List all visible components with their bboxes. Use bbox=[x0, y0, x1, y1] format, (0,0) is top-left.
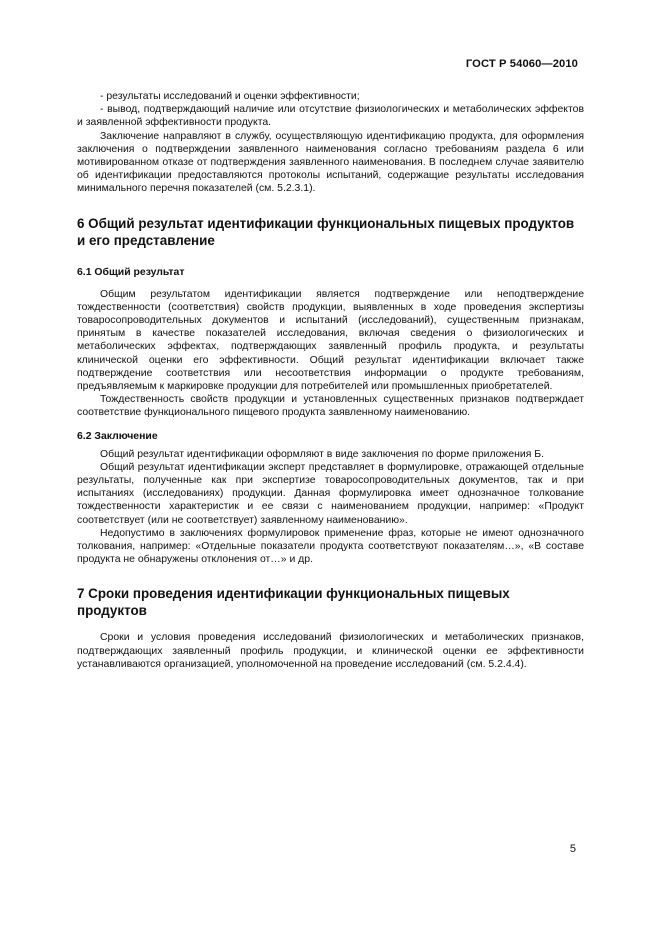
bullet-conclusion: - вывод, подтверждающий наличие или отсутствие физиологических и метаболических эффектов и заявленной эффективности продукта. bbox=[77, 104, 584, 129]
intro-paragraph: Заключение направляют в службу, осуществляющую идентификацию продукта, для оформления заключения о подтверждении заявленного наименования согласно требованиям раздела 6 или мотивированном отказе от подтверждения заявленного наименования. В последнем случае заявителю об идентификации предоставляются протоколы испытаний, содержащие результаты исследования минимального перечня показателей (см. 5.2.3.1). bbox=[77, 130, 584, 195]
subsection-6-2-paragraph-2: Общий результат идентификации эксперт представляет в формулировке, отражающей отдельные результаты, полученные как при экспертизе товаросопроводительных документов, так и при испытаниях (исследованиях) продукции. Данная формулировка имеет однозначное толкование тождественности характеристик и ее связи с наименованием продукции, например: «Продукт соответствует (или не соответствует) заявленному наименованию». bbox=[77, 461, 584, 526]
subsection-6-1-paragraph-2: Тождественность свойств продукции и установленных существенных признаков подтверждает соответствие функционального пищевого продукта заявленному наименованию. bbox=[77, 394, 584, 419]
subsection-6-1-paragraph-1: Общим результатом идентификации является подтверждение или неподтверждение тождественности (соответствия) свойств продукции, выявленных в ходе проведения экспертизы товаросопроводительных документов и испытаний (исследований), существенным признакам, принятым в качестве показателей исследования, включая сведения о физиологических и метаболических эффектах, подтверждающих заявленный профиль продукта, и результаты клинической оценки его эффективности. Общий результат идентификации включает также подтверждение соответствия или несоответствия информации о продукте требованиям, предъявляемым к маркировке продукции для потребителей или промышленных приобретателей. bbox=[77, 288, 584, 393]
bullet-results: - результаты исследований и оценки эффективности; bbox=[100, 91, 360, 102]
subsection-6-2-paragraph-3: Недопустимо в заключениях формулировок применение фраз, которые не имеют однозначного толкования, например: «Отдельные показатели продукта соответствуют показателям…», «В составе продукта не обнаружены отклонения от…» и др. bbox=[77, 527, 584, 566]
section-6-heading: 6 Общий результат идентификации функциональных пищевых продуктов и его представление bbox=[77, 215, 575, 248]
subsection-6-2-heading: 6.2 Заключение bbox=[77, 430, 158, 442]
subsection-6-2-paragraph-1: Общий результат идентификации оформляют в виде заключения по форме приложения Б. bbox=[100, 448, 545, 460]
subsection-6-1-heading: 6.1 Общий результат bbox=[77, 266, 185, 278]
document-code: ГОСТ Р 54060—2010 bbox=[465, 58, 578, 70]
page-body bbox=[77, 90, 584, 671]
section-7-paragraph: Сроки и условия проведения исследований физиологических и метаболических признаков, подтверждающих заявленный профиль продукции, и клинической оценки ее эффективности устанавливаются организацией, уполномоченной на проведение исследований (см. 5.2.4.4). bbox=[77, 632, 584, 670]
section-7-heading: 7 Сроки проведения идентификации функциональных пищевых продуктов bbox=[77, 586, 510, 619]
page-number: 5 bbox=[569, 843, 576, 855]
